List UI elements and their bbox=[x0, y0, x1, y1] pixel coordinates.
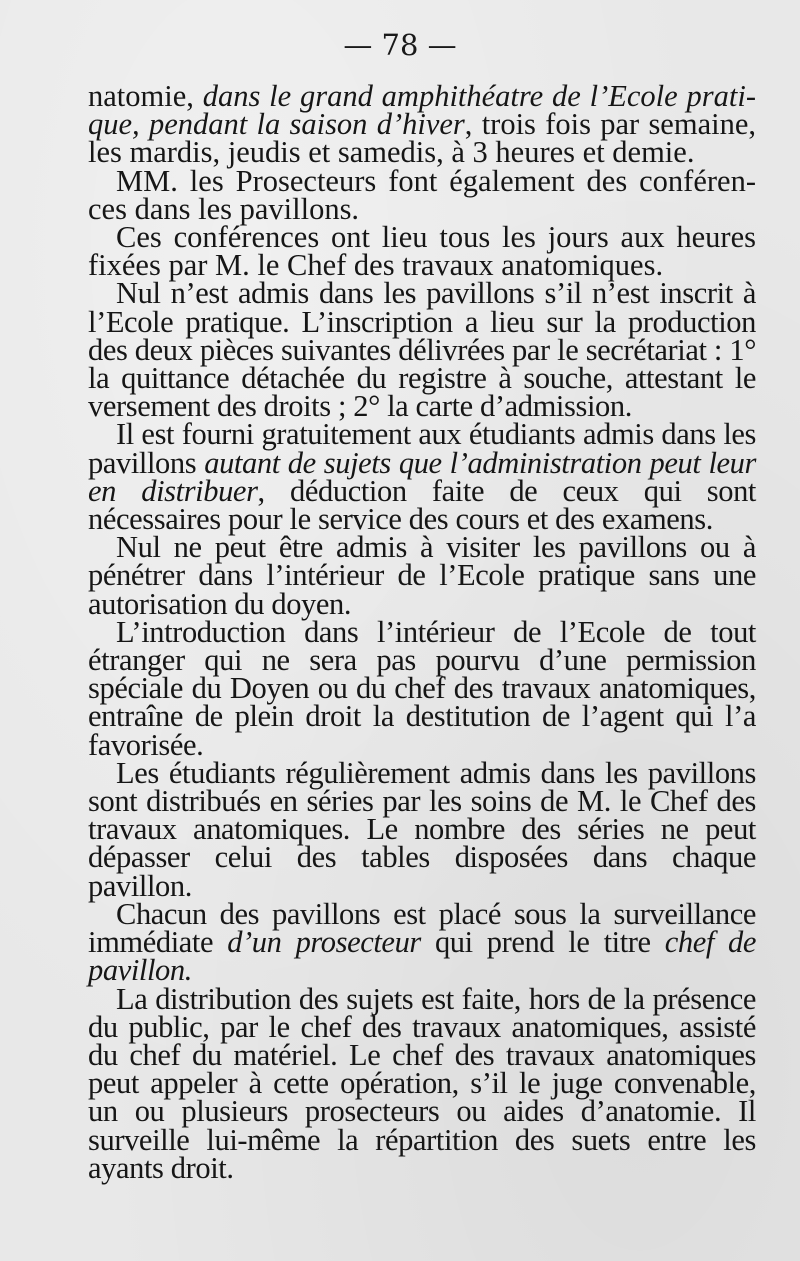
text-segment: Les étudiants régulièrement admis dans les pavillons sont distribués en séries par les soins de M. le Chef des travaux anatomiques. Le nombre des séries ne peut dépasser celui des tables disposées dans chaque pavillon. bbox=[88, 755, 756, 903]
paragraph-6 bbox=[88, 530, 756, 621]
italic-segment: d’un prosecteur bbox=[227, 925, 421, 960]
text-segment: MM. les Prosecteurs font également des conférences dans les pavillons. bbox=[88, 163, 756, 226]
page-number: — 78 — bbox=[343, 28, 457, 62]
paragraph-3 bbox=[88, 220, 756, 283]
text-segment: Chacun des pavillons est placé sous la surveillance immédiate bbox=[88, 896, 756, 960]
paragraph-5 bbox=[88, 417, 757, 537]
body-text bbox=[88, 79, 757, 1185]
text-segment: natomie, bbox=[88, 79, 203, 113]
text-segment: Il est fourni gratuitement aux étudiants admis dans les pavillons bbox=[88, 417, 756, 480]
italic-segment: dans le grand amphithéatre de l’Ecole pratique, pendant la saison d’hiver bbox=[88, 79, 756, 142]
text-segment: Ces conférences ont lieu tous les jours aux heures fixées par M. le Chef des travaux anatomiques. bbox=[88, 220, 756, 283]
text-segment: , trois fois par semaine, les mardis, jeudis et samedis, à 3 heures et demie. bbox=[88, 107, 756, 170]
text-segment: L’introduction dans l’intérieur de l’Ecole de tout étranger qui ne sera pas pourvu d’une permission spéciale du Doyen ou du chef des travaux anatomiques, entraîne de plein droit la destitution de l’agent qui l’a favorisée. bbox=[88, 614, 756, 762]
paragraph-2 bbox=[88, 163, 756, 226]
text-segment: qui prend le titre bbox=[420, 925, 665, 960]
text-segment: La distribution des sujets est faite, hors de la présence du public, par le chef des travaux anatomiques, assisté du chef du matériel. Le chef des travaux anatomiques peut appeler à cette opération, s’il le juge convenable, un ou plusieurs prosecteurs ou aides d’anatomie. Il surveille lui-même la répartition des suets entre les ayants droit. bbox=[88, 981, 756, 1185]
paragraph-10 bbox=[88, 981, 756, 1185]
text-segment: , déduction faite de ceux qui sont nécessaires pour le service des cours et des examens. bbox=[88, 473, 757, 537]
text-segment: Nul ne peut être admis à visiter les pavillons ou à pénétrer dans l’intérieur de l’Ecole pratique sans une autorisation du doyen. bbox=[88, 530, 756, 621]
text-segment: Nul n’est admis dans les pavillons s’il n’est inscrit à l’Ecole pratique. L’inscription a lieu sur la production des deux pièces suivantes délivrées par le secrétariat : 1° la quittance détachée du registre à souche, attestant le versement des droits ; 2° la carte d’admission. bbox=[88, 276, 756, 424]
italic-segment: autant de sujets que l’administration peut leur en distribuer bbox=[88, 445, 756, 508]
paragraph-9 bbox=[88, 896, 756, 988]
paragraph-8 bbox=[88, 755, 756, 903]
paragraph-4 bbox=[88, 276, 756, 424]
italic-segment: chef de pavillon. bbox=[88, 925, 756, 988]
paragraph-1 bbox=[88, 79, 756, 170]
paragraph-7 bbox=[88, 614, 756, 762]
